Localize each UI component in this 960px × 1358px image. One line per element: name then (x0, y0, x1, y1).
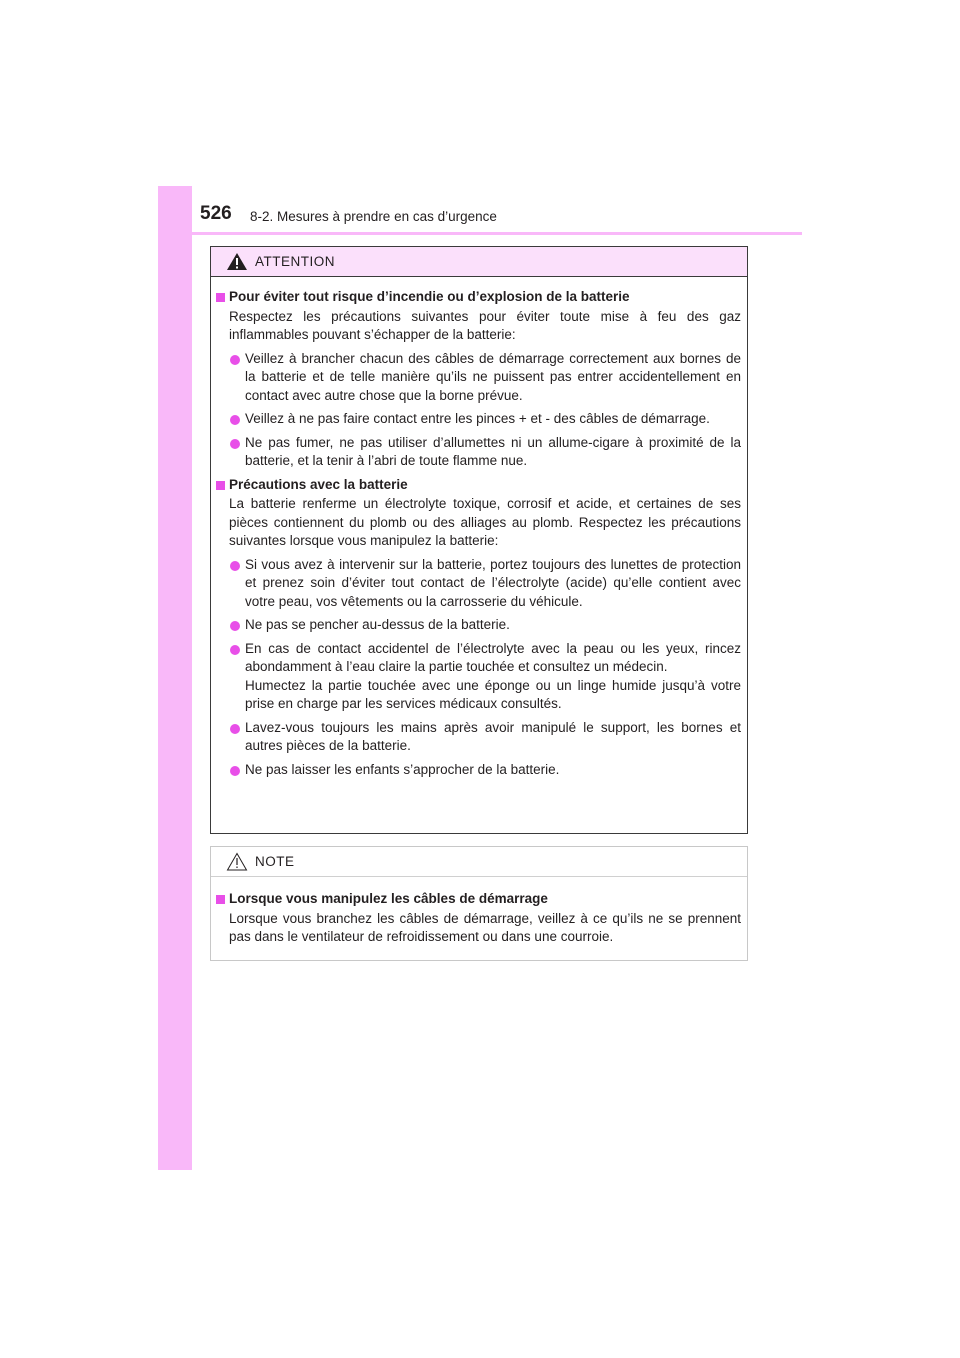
attention-box (210, 246, 748, 834)
round-bullet-icon (230, 355, 240, 365)
round-bullet-icon (230, 561, 240, 571)
note-box (210, 846, 748, 961)
round-bullet-icon (230, 415, 240, 425)
section-title: Lorsque vous manipulez les câbles de démarrage (215, 890, 741, 909)
list-item: Ne pas fumer, ne pas utiliser d’allumettes ni un allume-cigare à proximité de la batterie, et la tenir à l’abri de toute flamme nue. (215, 434, 741, 471)
list-item: Ne pas laisser les enfants s’approcher de la batterie. (215, 761, 741, 780)
square-bullet-icon (216, 895, 225, 904)
round-bullet-icon (230, 439, 240, 449)
attention-header (211, 247, 747, 277)
square-bullet-icon (216, 293, 225, 302)
warning-triangle-outline-icon (226, 852, 248, 871)
warning-triangle-filled-icon (226, 252, 248, 271)
section-text: Lorsque vous branchez les câbles de démarrage, veillez à ce qu’ils ne se prennent pas dans le ventilateur de refroidissement ou dans une courroie. (229, 910, 741, 944)
round-bullet-icon (230, 645, 240, 655)
note-header (211, 847, 747, 877)
round-bullet-icon (230, 724, 240, 734)
section-intro: Respectez les précautions suivantes pour éviter toute mise à feu des gaz inflammables pouvant s’échapper de la batterie: (229, 308, 741, 342)
header-rule (158, 232, 802, 235)
list-item: Lavez-vous toujours les mains après avoir manipulé le support, les bornes et autres pièces de la batterie. (215, 719, 741, 756)
section-intro: La batterie renferme un électrolyte toxique, corrosif et acide, et certaines de ses pièces contiennent du plomb ou des alliages au plomb. Respectez les précautions suivantes lorsque vous manipulez la batterie: (229, 496, 741, 548)
note-label: NOTE (255, 854, 295, 869)
list-item: En cas de contact accidentel de l’électrolyte avec la peau ou les yeux, rincez abondamment à l’eau claire la partie touchée et consultez un médecin. Humectez la partie touchée avec une éponge ou un linge humide jusqu’à votre prise en charge par les services médicaux consultés. (215, 640, 741, 714)
section-header: 8-2. Mesures à prendre en cas d’urgence (250, 209, 497, 224)
list-item: Si vous avez à intervenir sur la batterie, portez toujours des lunettes de protection et prenez soin d’éviter tout contact de l’électrolyte (acide) qu’elle contient avec votre peau, vos vêtements ou la carrosserie du véhicule. (215, 556, 741, 612)
list-item: Ne pas se pencher au-dessus de la batterie. (215, 616, 741, 635)
list-item-extra: Humectez la partie touchée avec une éponge ou un linge humide jusqu’à votre prise en charge par les services médicaux consultés. (245, 677, 741, 711)
section-title: Précautions avec la batterie (215, 476, 741, 495)
list-item: Veillez à brancher chacun des câbles de démarrage correctement aux bornes de la batterie et de telle manière qu’ils ne puissent pas entrer accidentellement en contact avec autre chose que la borne prévue. (215, 350, 741, 406)
attention-content (211, 277, 747, 779)
side-tab-strip (158, 186, 192, 1170)
attention-label: ATTENTION (255, 254, 335, 269)
section-title: Pour éviter tout risque d’incendie ou d’explosion de la batterie (215, 288, 741, 307)
round-bullet-icon (230, 766, 240, 776)
square-bullet-icon (216, 481, 225, 490)
page-number: 526 (200, 203, 232, 224)
list-item: Veillez à ne pas faire contact entre les pinces + et - des câbles de démarrage. (215, 410, 741, 429)
round-bullet-icon (230, 621, 240, 631)
note-content (211, 877, 747, 947)
